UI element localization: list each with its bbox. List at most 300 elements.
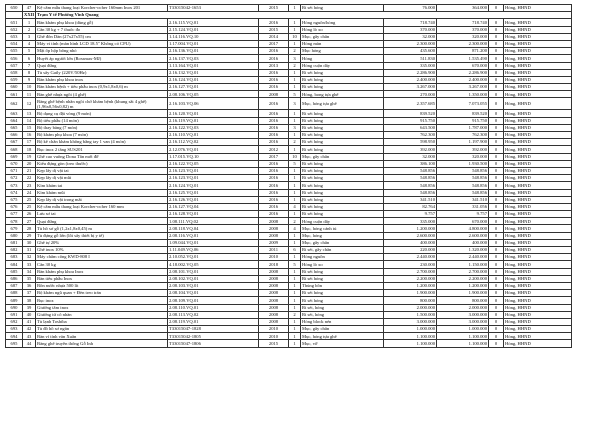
unit-price-cell: 230.000 xyxy=(384,261,437,268)
item-index-cell: 7 xyxy=(23,62,36,69)
remaining-value-cell: 0 xyxy=(489,203,504,210)
asset-code-cell: 2.16.137.VQ.03 xyxy=(168,55,259,62)
quantity-cell: 1 xyxy=(289,110,301,117)
asset-code-cell: 2.16.112.VQ.02 xyxy=(168,139,259,146)
item-index-cell: 20 xyxy=(23,160,36,167)
quantity-cell: 2 xyxy=(289,48,301,55)
disposal-reason-cell: Hỏng, HHND xyxy=(504,211,572,218)
unit-price-cell: 2.000.000 xyxy=(384,304,437,311)
disposal-reason-cell: Hỏng, HHND xyxy=(504,189,572,196)
asset-name-cell: Kìm khám mũi xyxy=(36,189,168,196)
unit-price-cell: 915.750 xyxy=(384,117,437,124)
quantity-cell: 1 xyxy=(289,26,301,33)
disposal-reason-cell: Hỏng, HHND xyxy=(504,132,572,139)
table-row xyxy=(6,48,572,55)
quantity-cell: 5 xyxy=(289,91,301,98)
table-row xyxy=(6,275,572,282)
disposal-reason-cell: Hỏng, HHND xyxy=(504,91,572,98)
unit-price-cell: 643.500 xyxy=(384,124,437,131)
condition-cell: Mục hỏng xyxy=(301,48,384,55)
year-cell: 2008 xyxy=(259,91,289,98)
disposal-reason-cell: Hỏng, HHND xyxy=(504,26,572,33)
item-index-cell: 38 xyxy=(23,297,36,304)
total-value-cell: 9.757 xyxy=(437,211,489,218)
disposal-reason-cell: Hỏng, HHND xyxy=(504,311,572,318)
unit-price-cell: 370.000 xyxy=(384,26,437,33)
table-row xyxy=(6,139,572,146)
table-row xyxy=(6,124,572,131)
quantity-cell: 4 xyxy=(289,203,301,210)
total-value-cell: 1.100.000 xyxy=(437,333,489,340)
remaining-value-cell: 0 xyxy=(489,153,504,160)
quantity-cell: 1 xyxy=(289,167,301,174)
table-row xyxy=(6,146,572,153)
row-number-cell: 680 xyxy=(6,232,23,239)
disposal-reason-cell: Hỏng, HHND xyxy=(504,340,572,347)
item-index-cell: 28 xyxy=(23,225,36,232)
item-index-cell: 25 xyxy=(23,196,36,203)
asset-code-cell: 2.16.103.VQ.06 xyxy=(168,98,259,110)
condition-cell: Rỉ sét hỏng xyxy=(301,297,384,304)
condition-cell: Rỉ sét hỏng xyxy=(301,84,384,91)
condition-cell: Hỏng cuộn dây xyxy=(301,62,384,69)
quantity-cell: 1 xyxy=(289,304,301,311)
remaining-value-cell: 0 xyxy=(489,91,504,98)
quantity-cell: 1 xyxy=(289,117,301,124)
quantity-cell: 1 xyxy=(289,84,301,91)
disposal-reason-cell: Hỏng, HHND xyxy=(504,62,572,69)
item-index-cell: 10 xyxy=(23,84,36,91)
total-value-cell: 392.000 xyxy=(437,146,489,153)
remaining-value-cell: 0 xyxy=(489,254,504,261)
unit-price-cell: 839.520 xyxy=(384,110,437,117)
remaining-value-cell: 0 xyxy=(489,275,504,282)
asset-name-cell: Kẹp lấy dị vật tai xyxy=(36,167,168,174)
year-cell: 2008 xyxy=(259,275,289,282)
remaining-value-cell: 0 xyxy=(489,132,504,139)
item-index-cell: 13 xyxy=(23,110,36,117)
item-index-cell: 44 xyxy=(23,340,36,347)
table-row xyxy=(6,110,572,117)
year-cell: 2016 xyxy=(259,110,289,117)
asset-code-cell: 1.08.111.VQ.02 xyxy=(168,218,259,225)
asset-name-cell: Bàn tiểu phẫu Inox xyxy=(36,275,168,282)
unit-price-cell: 2.200.000 xyxy=(384,275,437,282)
year-cell: 2014 xyxy=(259,33,289,40)
total-value-cell: 2.000.000 xyxy=(437,304,489,311)
condition-cell: Rỉ sét hỏng xyxy=(301,132,384,139)
unit-price-cell: 1.100.000 xyxy=(384,333,437,340)
disposal-reason-cell: Hỏng, HHND xyxy=(504,175,572,182)
condition-cell: Rỉ sét hỏng xyxy=(301,76,384,83)
year-cell: 2013 xyxy=(259,62,289,69)
item-index-cell: 40 xyxy=(23,311,36,318)
asset-name-cell: Cân 30 kg + 7 thuốc đo xyxy=(36,26,168,33)
row-number-cell: 688 xyxy=(6,290,23,297)
unit-price-cell: 1.100.000 xyxy=(384,340,437,347)
condition-cell: Rỉ sét, hỏng xyxy=(301,311,384,318)
table-row xyxy=(6,318,572,325)
row-number-cell: 658 xyxy=(6,69,23,76)
table-row xyxy=(6,167,572,174)
condition-cell: Mục, hỏng xyxy=(301,232,384,239)
remaining-value-cell: 0 xyxy=(489,189,504,196)
item-index-cell: 32 xyxy=(23,254,36,261)
asset-name-cell: Tủ hồ sơ gỗ (1,2x1,8x0,45) m xyxy=(36,225,168,232)
asset-name-cell: Kẹp lấy dị vật trong mắt xyxy=(36,196,168,203)
row-number-cell: 666 xyxy=(6,132,23,139)
remaining-value-cell: 0 xyxy=(489,69,504,76)
unit-price-cell: 3.267.000 xyxy=(384,84,437,91)
row-number-cell: 652 xyxy=(6,26,23,33)
year-cell: 2016 xyxy=(259,139,289,146)
asset-code-cell: 1.13.164.VQ.01 xyxy=(168,62,259,69)
quantity-cell: 1 xyxy=(289,196,301,203)
year-cell: 2010 xyxy=(259,254,289,261)
asset-name-cell: Quạt đứng xyxy=(36,62,168,69)
disposal-reason-cell: Hỏng, HHND xyxy=(504,153,572,160)
total-value-cell: 1.900.000 xyxy=(437,290,489,297)
condition-cell: Rỉ sét hỏng xyxy=(301,117,384,124)
remaining-value-cell: 0 xyxy=(489,146,504,153)
table-row xyxy=(6,40,572,47)
quantity-cell: 1 xyxy=(289,318,301,325)
row-number-cell: 673 xyxy=(6,182,23,189)
asset-code-cell: 2.16.120.VQ.01 xyxy=(168,110,259,117)
asset-name-cell: Cân 30 kg xyxy=(36,261,168,268)
disposal-reason-cell: Hỏng, HHND xyxy=(504,247,572,254)
condition-cell: Hỏng màn xyxy=(301,40,384,47)
disposal-reason-cell: Hỏng, HHND xyxy=(504,69,572,76)
condition-cell: Rỉ sét hỏng xyxy=(301,290,384,297)
remaining-value-cell: 0 xyxy=(489,333,504,340)
asset-name-cell: Bộ khám ngũ quan + Đèn treo trán xyxy=(36,290,168,297)
condition-cell: Rỉ sét hỏng xyxy=(301,124,384,131)
remaining-value-cell: 0 xyxy=(489,26,504,33)
total-value-cell: 915.750 xyxy=(437,117,489,124)
quantity-cell: 5 xyxy=(289,160,301,167)
row-number-cell: 660 xyxy=(6,84,23,91)
item-index-cell: 37 xyxy=(23,290,36,297)
quantity-cell: 1 xyxy=(289,340,301,347)
unit-price-cell: 386.100 xyxy=(384,160,437,167)
item-index-cell: 5 xyxy=(23,48,36,55)
item-index-cell: 1 xyxy=(23,19,36,26)
table-row xyxy=(6,182,572,189)
condition-cell: Mục, gãy chân xyxy=(301,326,384,333)
year-cell: 2008 xyxy=(259,297,289,304)
section-number-cell: XXII xyxy=(24,12,35,18)
total-value-cell: 320.000 xyxy=(437,153,489,160)
total-value-cell: 2.700.000 xyxy=(437,268,489,275)
unit-price-cell: 435.600 xyxy=(384,48,437,55)
item-index-cell: 29 xyxy=(23,232,36,239)
item-index-cell: 31 xyxy=(23,247,36,254)
asset-code-cell: 2.08.104.VQ.01 xyxy=(168,290,259,297)
quantity-cell: 1 xyxy=(289,40,301,47)
asset-code-cell: 4.18.002.VQ.05 xyxy=(168,261,259,268)
item-index-cell: 8 xyxy=(23,69,36,76)
quantity-cell: 1 xyxy=(289,76,301,83)
item-index-cell: 26 xyxy=(23,211,36,218)
unit-price-cell: 341.510 xyxy=(384,196,437,203)
unit-price-cell: 76.000 xyxy=(384,5,437,12)
item-index-cell: 43 xyxy=(23,333,36,340)
remaining-value-cell: 0 xyxy=(489,175,504,182)
quantity-cell: 3 xyxy=(289,55,301,62)
unit-price-cell: 511.830 xyxy=(384,55,437,62)
row-number-cell: 691 xyxy=(6,311,23,318)
condition-cell: Rỉ sét hỏng xyxy=(301,182,384,189)
total-value-cell: 839.520 xyxy=(437,110,489,117)
item-index-cell: 47 xyxy=(23,5,36,12)
year-cell: 2008 xyxy=(259,311,289,318)
year-cell: 2011 xyxy=(259,247,289,254)
asset-code-cell: 2.08.116.VQ.01 xyxy=(168,232,259,239)
item-index-cell: 36 xyxy=(23,282,36,289)
item-index-cell: 22 xyxy=(23,175,36,182)
item-index-cell: 2 xyxy=(23,26,36,33)
quantity-cell: 10 xyxy=(289,153,301,160)
asset-code-cell: 2.16.122.VQ.05 xyxy=(168,160,259,167)
asset-name-cell: Bộ thay băng (7 món) xyxy=(36,124,168,131)
table-row xyxy=(6,268,572,275)
asset-code-cell: 2.08.109.VQ.01 xyxy=(168,297,259,304)
condition-cell: Rỉ sét hỏng xyxy=(301,203,384,210)
year-cell: 2016 xyxy=(259,69,289,76)
disposal-reason-cell: Hỏng, HHND xyxy=(504,117,572,124)
condition-cell: Rỉ sét hỏng xyxy=(301,196,384,203)
asset-code-cell: 2.16.126.VQ.01 xyxy=(168,196,259,203)
asset-name-cell: Bộ tiểu phẫu (14 món) xyxy=(36,117,168,124)
remaining-value-cell: 0 xyxy=(489,211,504,218)
unit-price-cell: 1.500.000 xyxy=(384,311,437,318)
asset-code-cell: 2.16.132.VQ.01 xyxy=(168,69,259,76)
unit-price-cell: 2.600.000 xyxy=(384,232,437,239)
asset-name-cell: Bàn khám phụ khoa (dùng gỗ) xyxy=(36,19,168,26)
remaining-value-cell: 0 xyxy=(489,160,504,167)
asset-name-cell: Ghế đôn Dàn (27x27x55) cm xyxy=(36,33,168,40)
unit-price-cell: 548.856 xyxy=(384,167,437,174)
item-index-cell: 12 xyxy=(23,98,36,110)
item-index-cell: 19 xyxy=(23,153,36,160)
quantity-cell: 1 xyxy=(289,146,301,153)
disposal-reason-cell: Hỏng, HHND xyxy=(504,261,572,268)
table-row xyxy=(6,26,572,33)
row-number-cell: 694 xyxy=(6,333,23,340)
total-value-cell: 548.856 xyxy=(437,189,489,196)
condition-cell: Hỏng lò xo xyxy=(301,26,384,33)
asset-name-cell: Ghế tự 20% xyxy=(36,239,168,246)
item-index-cell: 11 xyxy=(23,91,36,98)
quantity-cell: 2 xyxy=(289,311,301,318)
row-number-cell: 685 xyxy=(6,268,23,275)
remaining-value-cell: 0 xyxy=(489,84,504,91)
quantity-cell: 1 xyxy=(289,211,301,218)
condition-cell: Mục, gãy chân xyxy=(301,153,384,160)
year-cell: 2016 xyxy=(259,98,289,110)
disposal-reason-cell: Hỏng, HHND xyxy=(504,239,572,246)
table-row xyxy=(6,261,572,268)
table-row xyxy=(6,69,572,76)
quantity-cell: 10 xyxy=(289,33,301,40)
asset-name-cell: Máy vi tính (màn hình LCD 18.5" Không có CPU) xyxy=(36,40,168,47)
table-row xyxy=(6,5,572,12)
row-number-cell: 678 xyxy=(6,218,23,225)
asset-name-cell: Mặt ốp hộp bông nhỏ xyxy=(36,48,168,55)
unit-price-cell: 800.000 xyxy=(384,297,437,304)
item-index-cell: 41 xyxy=(23,318,36,325)
total-value-cell: 2.600.000 xyxy=(437,232,489,239)
item-index-cell: 18 xyxy=(23,146,36,153)
year-cell: 2012 xyxy=(259,146,289,153)
remaining-value-cell: 0 xyxy=(489,124,504,131)
unit-price-cell: 32.000 xyxy=(384,33,437,40)
remaining-value-cell: 0 xyxy=(489,282,504,289)
total-value-cell: 2.440.000 xyxy=(437,254,489,261)
table-row xyxy=(6,333,572,340)
item-index-cell: 14 xyxy=(23,117,36,124)
year-cell: 2016 xyxy=(259,189,289,196)
table-row xyxy=(6,203,572,210)
condition-cell: Mục, hỏng tựa ghế xyxy=(301,98,384,110)
remaining-value-cell: 0 xyxy=(489,239,504,246)
row-number-cell: 677 xyxy=(6,211,23,218)
row-number-cell: 669 xyxy=(6,153,23,160)
remaining-value-cell: 0 xyxy=(489,167,504,174)
remaining-value-cell: 0 xyxy=(489,110,504,117)
total-value-cell: 1.150.000 xyxy=(437,261,489,268)
quantity-cell: 1 xyxy=(289,232,301,239)
asset-name-cell: Bộ dụng cụ đặt vòng (9 món) xyxy=(36,110,168,117)
item-index-cell: 39 xyxy=(23,304,36,311)
remaining-value-cell: 0 xyxy=(489,33,504,40)
total-value-cell: 548.856 xyxy=(437,167,489,174)
remaining-value-cell: 0 xyxy=(489,304,504,311)
quantity-cell: 1 xyxy=(289,19,301,26)
year-cell: 2016 xyxy=(259,19,289,26)
quantity-cell: 1 xyxy=(289,5,301,12)
remaining-value-cell: 0 xyxy=(489,326,504,333)
unit-price-cell: 2.700.000 xyxy=(384,268,437,275)
total-value-cell: 370.000 xyxy=(437,26,489,33)
year-cell: 2016 xyxy=(259,132,289,139)
remaining-value-cell: 0 xyxy=(489,19,504,26)
disposal-reason-cell: Hỏng, HHND xyxy=(504,5,572,12)
row-number-cell: 655 xyxy=(6,48,23,55)
total-value-cell: 4.800.000 xyxy=(437,225,489,232)
table-row xyxy=(6,239,572,246)
total-value-cell: 548.856 xyxy=(437,175,489,182)
disposal-reason-cell: Hỏng, HHND xyxy=(504,19,572,26)
unit-price-cell: 2.300.000 xyxy=(384,40,437,47)
remaining-value-cell: 0 xyxy=(489,225,504,232)
remaining-value-cell: 0 xyxy=(489,76,504,83)
year-cell: 2015 xyxy=(259,26,289,33)
unit-price-cell: 762.300 xyxy=(384,132,437,139)
asset-code-cell: 2.16.127.VQ.01 xyxy=(168,84,259,91)
condition-cell: Mục, gãy chân xyxy=(301,33,384,40)
asset-name-cell: Bàn ví tính văn Xuân xyxy=(36,333,168,340)
disposal-reason-cell: Hỏng, HHND xyxy=(504,297,572,304)
asset-name-cell: Băng ghế bệnh nhân ngồi chờ khám bệnh (khung sắt 4 ghế) (1,96x0,56x0,82) m xyxy=(36,98,168,110)
unit-price-cell: 1.000.000 xyxy=(384,326,437,333)
remaining-value-cell: 0 xyxy=(489,62,504,69)
asset-name-cell: Tủ sấy Gaily (220V/50Hz) xyxy=(36,69,168,76)
item-index-cell: 21 xyxy=(23,167,36,174)
disposal-reason-cell: Hỏng, HHND xyxy=(504,76,572,83)
total-value-cell: 320.000 xyxy=(437,33,489,40)
total-value-cell: 341.510 xyxy=(437,196,489,203)
table-row xyxy=(6,189,572,196)
remaining-value-cell: 0 xyxy=(489,218,504,225)
asset-code-cell: 1.14.116.VQ.10 xyxy=(168,33,259,40)
year-cell: 2008 xyxy=(259,218,289,225)
remaining-value-cell: 0 xyxy=(489,98,504,110)
item-index-cell: 25 xyxy=(23,203,36,210)
condition-cell: Rỉ sét hỏng xyxy=(301,175,384,182)
year-cell: 2018 xyxy=(259,261,289,268)
asset-code-cell: 2.16.136.VQ.01 xyxy=(168,48,259,55)
total-value-cell: 2.300.000 xyxy=(437,40,489,47)
year-cell: 2016 xyxy=(259,203,289,210)
unit-price-cell: 2.286.900 xyxy=(384,69,437,76)
unit-price-cell: 548.856 xyxy=(384,182,437,189)
table-row xyxy=(6,98,572,110)
year-cell: 2015 xyxy=(259,5,289,12)
asset-code-cell: 2.08.103.VQ.01 xyxy=(168,282,259,289)
unit-price-cell: 9.757 xyxy=(384,211,437,218)
disposal-reason-cell: Hỏng, HHND xyxy=(504,110,572,117)
total-value-cell: 2.286.900 xyxy=(437,69,489,76)
condition-cell: Rỉ sét hỏng xyxy=(301,110,384,117)
asset-code-cell: 2.16.128.VQ.01 xyxy=(168,211,259,218)
quantity-cell: 1 xyxy=(289,268,301,275)
remaining-value-cell: 0 xyxy=(489,232,504,239)
row-number-cell: 662 xyxy=(6,98,23,110)
section-blank-cell xyxy=(6,12,23,19)
table-row xyxy=(6,117,572,124)
table-row xyxy=(6,91,572,98)
asset-code-cell: 2.08.110.VQ.01 xyxy=(168,304,259,311)
asset-code-cell: 2.16.122.VQ.03 xyxy=(168,124,259,131)
row-number-cell: 684 xyxy=(6,261,23,268)
year-cell: 2017 xyxy=(259,40,289,47)
row-number-cell: 653 xyxy=(6,33,23,40)
row-number-cell: 670 xyxy=(6,160,23,167)
unit-price-cell: 82.764 xyxy=(384,203,437,210)
asset-name-cell: Bàn khám phụ khoa Inox xyxy=(36,268,168,275)
remaining-value-cell: 0 xyxy=(489,48,504,55)
asset-code-cell: 1.17.004.VQ.01 xyxy=(168,40,259,47)
unit-price-cell: 2.357.685 xyxy=(384,98,437,110)
row-number-cell: 650 xyxy=(6,5,23,12)
table-row xyxy=(6,282,572,289)
row-number-cell: 661 xyxy=(6,91,23,98)
year-cell: 2010 xyxy=(259,326,289,333)
section-header-row xyxy=(6,12,572,19)
disposal-reason-cell: Hỏng, HHND xyxy=(504,268,572,275)
remaining-value-cell: 0 xyxy=(489,117,504,124)
row-number-cell: 663 xyxy=(6,110,23,117)
total-value-cell: 548.856 xyxy=(437,182,489,189)
row-number-cell: 679 xyxy=(6,225,23,232)
total-value-cell: 1.197.900 xyxy=(437,139,489,146)
table-row xyxy=(6,196,572,203)
item-index-cell: 24 xyxy=(23,189,36,196)
row-number-cell: 676 xyxy=(6,203,23,210)
unit-price-cell: 335.000 xyxy=(384,62,437,69)
